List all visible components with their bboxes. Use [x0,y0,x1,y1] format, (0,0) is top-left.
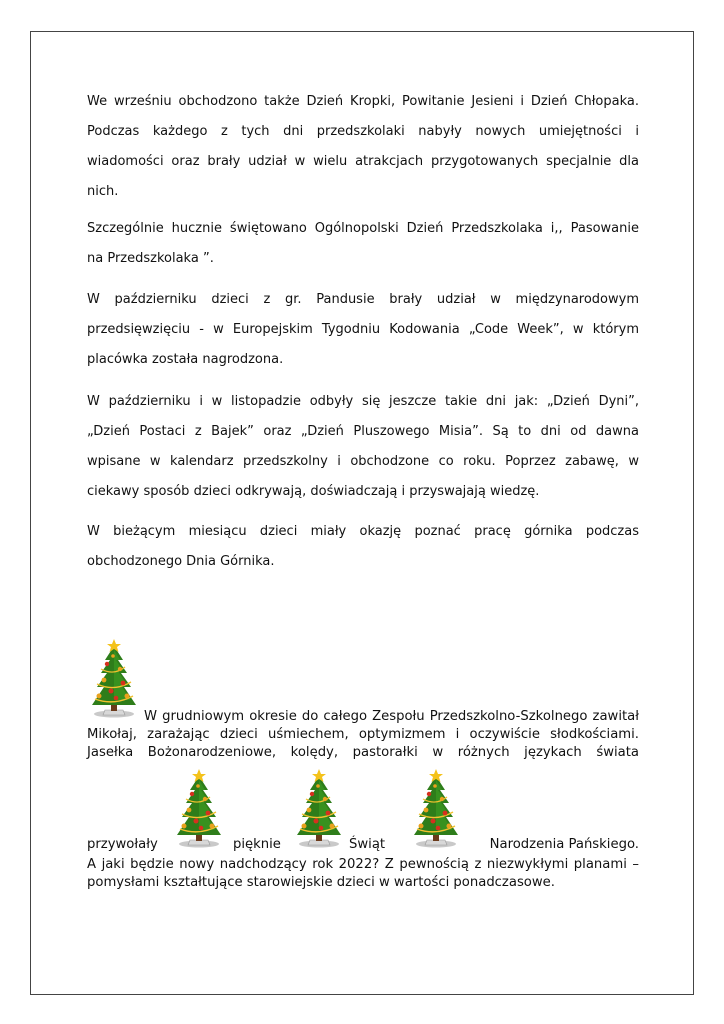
christmas-tree-icon [87,636,141,718]
text-line: przedsięwzięciu - w Europejskim Tygodniu Kodowania „Code Week”, w którym [87,322,639,337]
text-line: A jaki będzie nowy nadchodzący rok 2022? Z pewnością z niezwykłymi planami – [87,857,639,872]
text-line: Szczególnie hucznie świętowano Ogólnopolski Dzień Przedszkolaka i,, Pasowanie [87,221,639,236]
word: Świąt [349,837,386,852]
paragraph-new-year [87,856,639,892]
text-line: W grudniowym okresie do całego Zespołu Przedszkolno-Szkolnego zawitał [144,709,639,724]
paragraph-code-week [87,285,639,375]
text-line: nich. [87,184,119,199]
paragraph-october-november [87,387,639,507]
text-line: „Dzień Postaci z Bajek” oraz „Dzień Pluszowego Misia”. Są to dni od dawna [87,424,639,439]
christmas-tree-icon [172,766,226,848]
text-line: Mikołaj, zarażając dzieci uśmiechem, optymizmem i oczywiście słodkościami. [87,727,639,742]
text-line: pomysłami kształtujące starowiejskie dzieci w wartości ponadczasowe. [87,875,555,890]
text-line: W październiku dzieci z gr. Pandusie brały udział w międzynarodowym [87,292,639,307]
text-line: We wrześniu obchodzono także Dzień Kropki, Powitanie Jesieni i Dzień Chłopaka. [87,94,639,109]
text-line: obchodzonego Dnia Górnika. [87,554,275,569]
text-line: wiadomości oraz brały udział w wielu atrakcjach przygotowanych specjalnie dla [87,154,639,169]
paragraph-preschooler-day [87,214,639,274]
text-line: Podczas każdego z tych dni przedszkolaki nabyły nowych umiejętności i [87,124,639,139]
christmas-tree-icon [292,766,346,848]
text-line: placówka została nagrodzona. [87,352,284,367]
word: Narodzenia Pańskiego. [489,837,639,852]
text-line: na Przedszkolaka ”. [87,251,214,266]
text-line: wpisane w kalendarz przedszkolny i obchodzone co roku. Poprzez zabawę, w [87,454,639,469]
paragraph-miner-day [87,517,639,577]
text-line: ciekawy sposób dzieci odkrywają, doświadczają i przyswajają wiedzę. [87,484,540,499]
christmas-tree-icon [409,766,463,848]
text-line: W październiku i w listopadzie odbyły się jeszcze takie dni jak: „Dzień Dyni”, [87,394,639,409]
word: przywołały [87,837,158,852]
paragraph-september [87,87,639,207]
word: pięknie [233,837,281,852]
text-line: Jasełka Bożonarodzeniowe, kolędy, pastorałki w różnych językach świata [87,745,639,760]
paragraph-december [87,708,639,762]
text-line: W bieżącym miesiącu dzieci miały okazję poznać pracę górnika podczas [87,524,639,539]
text-line-with-trees [87,837,639,857]
